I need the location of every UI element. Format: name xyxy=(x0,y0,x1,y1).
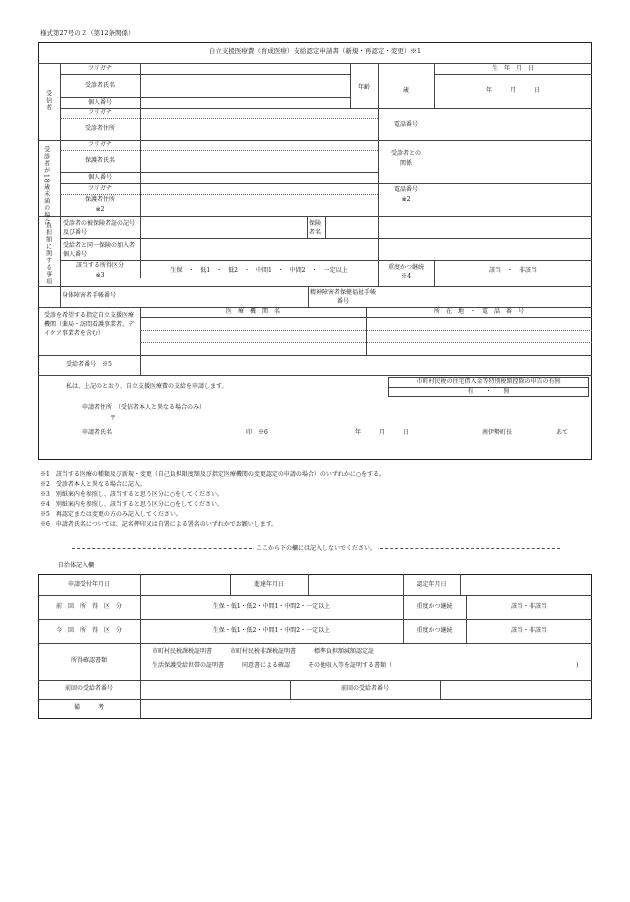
curr-income-label: 今 回 所 得 区 分 xyxy=(55,627,122,634)
guardian-address-note: ※2 xyxy=(95,206,105,213)
form-title: 自立支援医療費（育成医療）支給認定申請書（新規・再認定・変更）※1 xyxy=(208,47,422,55)
recipient-name-label: 受診者氏名 xyxy=(84,82,115,89)
income-class-note: ※3 xyxy=(95,272,105,279)
note-3: ※3 別紙案内を参照し、該当すると思う区分に○をしてください。 xyxy=(40,491,224,498)
received-date-label: 申請受付年月日 xyxy=(67,581,110,588)
note-1: ※1 該当する医療の種類及び新規・変更（自己負担限度額及び指定医療機関の変更認定の申請の場合）のいずれかに○をする。 xyxy=(40,471,386,478)
income-class-label: 該当する所得区分 xyxy=(75,262,124,269)
insured-number-label: 受診者の被保険者証の記号及び番号 xyxy=(63,220,136,236)
application-date[interactable]: 年 月 日 xyxy=(355,429,410,436)
severe-options[interactable]: 該当 ・ 非該当 xyxy=(488,267,537,274)
docs-close-paren: ) xyxy=(576,662,579,669)
note-5: ※5 再認定または変更の方のみ記入してください。 xyxy=(40,511,182,518)
curr-income-options[interactable]: 生保・低1・低2・中間1・中間2・一定以上 xyxy=(212,627,331,634)
remarks-label: 備 考 xyxy=(73,704,104,711)
prev-income-options[interactable]: 生保・低1・低2・中間1・中間2・一定以上 xyxy=(212,603,331,610)
curr-severe-label: 重度かつ継続 xyxy=(416,627,453,634)
birth-date-header: 生 年 月 日 xyxy=(491,65,534,72)
age-unit: 歳 xyxy=(402,87,409,94)
prev-income-label: 前 回 所 得 区 分 xyxy=(55,603,122,610)
income-class-options[interactable]: 生保 ・ 低1 ・ 低2 ・ 中間1 ・ 中間2 ・ 一定以上 xyxy=(170,267,348,274)
note-6: ※6 申請者氏名については、記名押印又は自署による署名のいずれかでお願いします。 xyxy=(40,521,278,528)
severe-label: 重度かつ継続※4 xyxy=(388,264,425,280)
guardian-address-label: 保護者住所 xyxy=(84,196,115,203)
facility-address-header: 所 在 地 ・ 電 話 番 号 xyxy=(433,308,524,315)
applicant-address-label: 申請者住所 （受信者本人と異なる場合のみ） xyxy=(82,404,206,411)
guardian-phone-label: 電話番号 xyxy=(393,186,418,193)
facility-name-header: 医 療 機 関 名 xyxy=(225,308,280,315)
burden-side-label: 負担額に関する事項 xyxy=(44,222,52,285)
guardian-furigana-label: フリガナ xyxy=(88,141,112,148)
same-insurance-label: 受給者と同一保険の加入者個人番号 xyxy=(63,242,136,258)
office-heading: 自治体記入欄 xyxy=(58,562,95,569)
guardian-phone-note: ※2 xyxy=(401,196,411,203)
mental-handbook-label: 精神障害者保健福祉手帳番号 xyxy=(309,289,376,305)
form-caption: 様式第27号の２（第12条関係） xyxy=(40,29,135,37)
applicant-name-label: 申請者氏名 xyxy=(82,429,113,436)
prev-severe-options[interactable]: 該当・非該当 xyxy=(510,603,547,610)
recipient-id-label: 個人番号 xyxy=(87,99,112,106)
physical-handbook-label: 身体障害者手帳番号 xyxy=(61,292,116,299)
note-2: ※2 受診者本人と異なる場合に記入。 xyxy=(40,481,146,488)
recipient-furigana2-label: フリガナ xyxy=(88,109,112,116)
forwarded-date-label: 進達年月日 xyxy=(253,581,284,588)
postal-mark: 〒 xyxy=(110,415,117,422)
recipient-address-label: 受診者住所 xyxy=(84,125,115,132)
prev-severe-label: 重度かつ継続 xyxy=(416,603,453,610)
docs-label: 所得確認書類 xyxy=(70,657,107,664)
note-4: ※4 別紙案内を参照し、該当すると思う区分に○をしてください。 xyxy=(40,501,224,508)
docs-line-1: 市町村民税課税証明書 市町村民税非課税証明書 標準負担額減額認定証 xyxy=(152,648,375,655)
docs-line-2: 生活保護受給世帯の証明書 同意書による確認 その他収入等を証明する書類（ xyxy=(152,662,393,669)
recipient-furigana-label: フリガナ xyxy=(88,65,112,72)
curr-severe-options[interactable]: 該当・非該当 xyxy=(510,627,547,634)
seal-mark: 印 ※6 xyxy=(246,429,268,436)
guardian-name-label: 保護者氏名 xyxy=(84,157,115,164)
guardian-relation-label: 受診者との関係 xyxy=(390,150,421,167)
insurer-label: 保険者名 xyxy=(309,220,322,236)
approved-date-label: 認定年月日 xyxy=(416,581,447,588)
facility-label: 受診を希望する指定自立支援医療機関（薬局・訪問看護事業者、デイケア事業者を含む） xyxy=(44,312,135,337)
birth-date-value[interactable]: 年 月 日 xyxy=(485,87,540,94)
recipient-side-label: 受信者 xyxy=(44,90,52,111)
prev-recipient-label-2: 前回の受給者番号 xyxy=(340,685,389,692)
guardian-side-label: 受診者が18歳未満の場合 xyxy=(42,146,50,226)
age-label: 年齢 xyxy=(357,84,370,91)
recipient-number-label: 受給者番号 ※5 xyxy=(66,361,112,368)
guardian-id-label: 個人番号 xyxy=(87,174,112,181)
mayor-label: 南伊勢町長 xyxy=(482,429,513,436)
tax-deduction-options[interactable]: 有 ・ 無 xyxy=(467,388,510,395)
prev-recipient-label: 前回の受給者番号 xyxy=(64,685,113,692)
tax-deduction-header: 市町村民税の住宅借入金等特別税額控除の申告の有無 xyxy=(416,378,561,385)
recipient-phone-label: 電話番号 xyxy=(393,121,418,128)
application-statement: 私は、上記のとおり、自立支援医療費の支給を申請します。 xyxy=(66,383,228,390)
addressee-suffix: あて xyxy=(556,429,569,436)
guardian-furigana2-label: フリガナ xyxy=(88,185,112,192)
separator-line: ここから下の欄には記入しないでください。 xyxy=(40,543,592,552)
